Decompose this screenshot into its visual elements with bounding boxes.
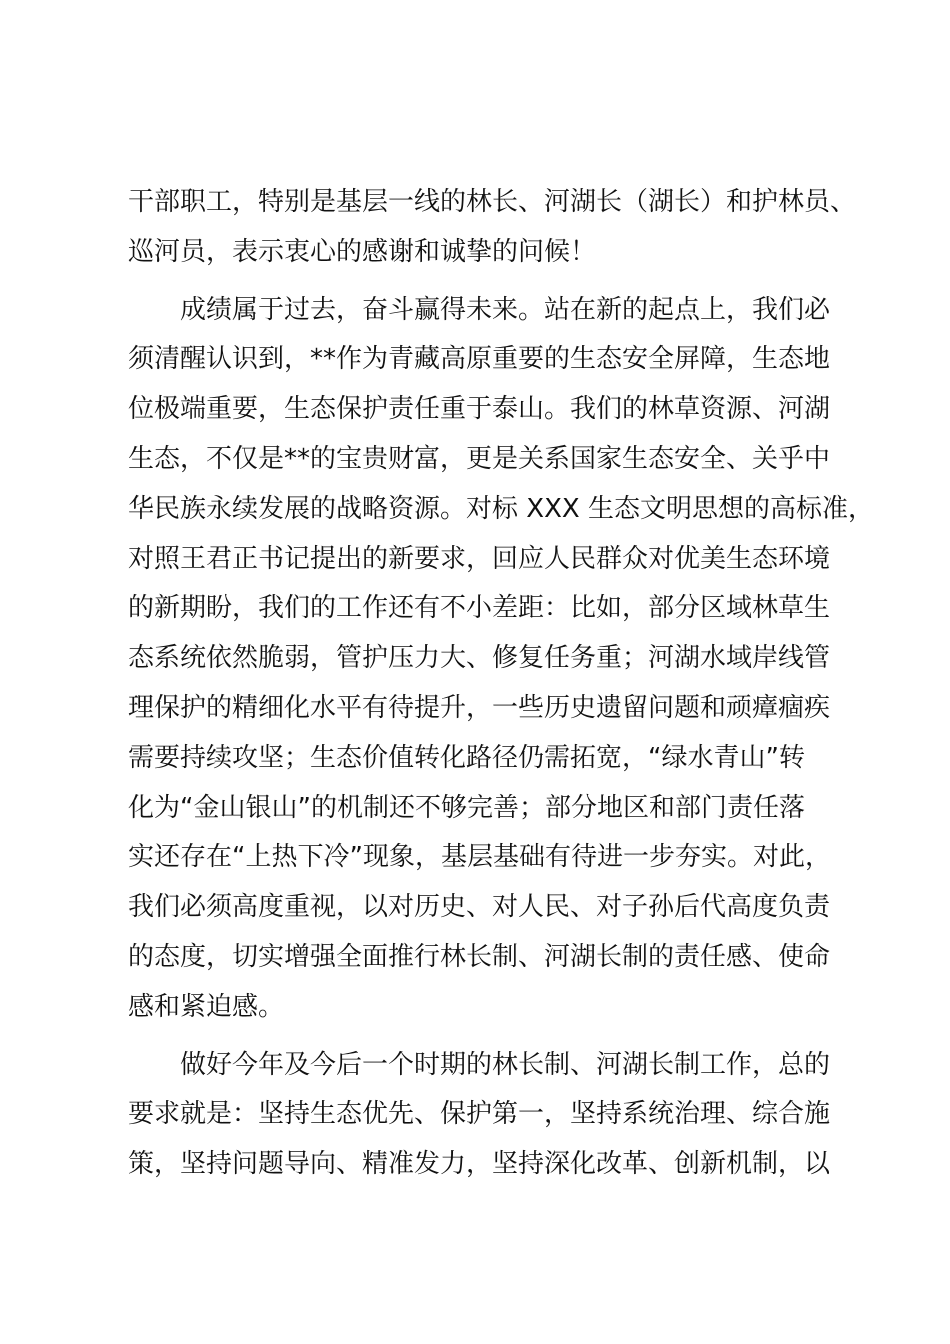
text-line: 华民族永续发展的战略资源。对标 XXX 生态文明思想的高标准， <box>128 493 874 524</box>
paragraph-spacer <box>128 1033 828 1041</box>
paragraph-spacer <box>128 278 828 286</box>
text-line: 实还存在“上热下冷”现象，基层基础有待进一步夯实。对此， <box>128 842 831 873</box>
text-line: 的态度，切实增强全面推行林长制、河湖长制的责任感、使命 <box>128 941 831 972</box>
paragraph-3 <box>128 1041 831 1190</box>
text-line: 要求就是：坚持生态优先、保护第一，坚持系统治理、综合施 <box>128 1099 831 1130</box>
text-line: 须清醒认识到，**作为青藏高原重要的生态安全屏障，生态地 <box>128 344 831 375</box>
paragraph-2 <box>128 286 874 1033</box>
text-line: 对照王君正书记提出的新要求，回应人民群众对优美生态环境 <box>128 543 831 574</box>
text-line: 感和紧迫感。 <box>128 991 285 1022</box>
paragraph-1 <box>128 178 857 278</box>
text-line: 巡河员，表示衷心的感谢和诚挚的问候！ <box>128 236 597 267</box>
text-line: 做好今年及今后一个时期的林长制、河湖长制工作，总的 <box>180 1049 831 1080</box>
text-line: 策，坚持问题导向、精准发力，坚持深化改革、创新机制，以 <box>128 1149 831 1180</box>
text-line: 理保护的精细化水平有待提升，一些历史遗留问题和顽瘴痼疾 <box>128 692 831 723</box>
text-line: 生态，不仅是**的宝贵财富，更是关系国家生态安全、关乎中 <box>128 443 831 474</box>
text-line: 成绩属于过去，奋斗赢得未来。站在新的起点上，我们必 <box>180 294 831 325</box>
text-line: 我们必须高度重视，以对历史、对人民、对子孙后代高度负责 <box>128 892 831 923</box>
text-line: 位极端重要，生态保护责任重于泰山。我们的林草资源、河湖 <box>128 394 831 425</box>
text-line: 需要持续攻坚；生态价值转化路径仍需拓宽，“绿水青山”转 <box>128 742 805 773</box>
text-line: 态系统依然脆弱，管护压力大、修复任务重；河湖水域岸线管 <box>128 643 831 674</box>
text-line: 的新期盼，我们的工作还有不小差距：比如，部分区域林草生 <box>128 593 831 624</box>
text-line: 干部职工，特别是基层一线的林长、河湖长（湖长）和护林员、 <box>128 187 857 217</box>
text-line: 化为“金山银山”的机制还不够完善；部分地区和部门责任落 <box>128 792 805 823</box>
document-body <box>128 178 874 1190</box>
